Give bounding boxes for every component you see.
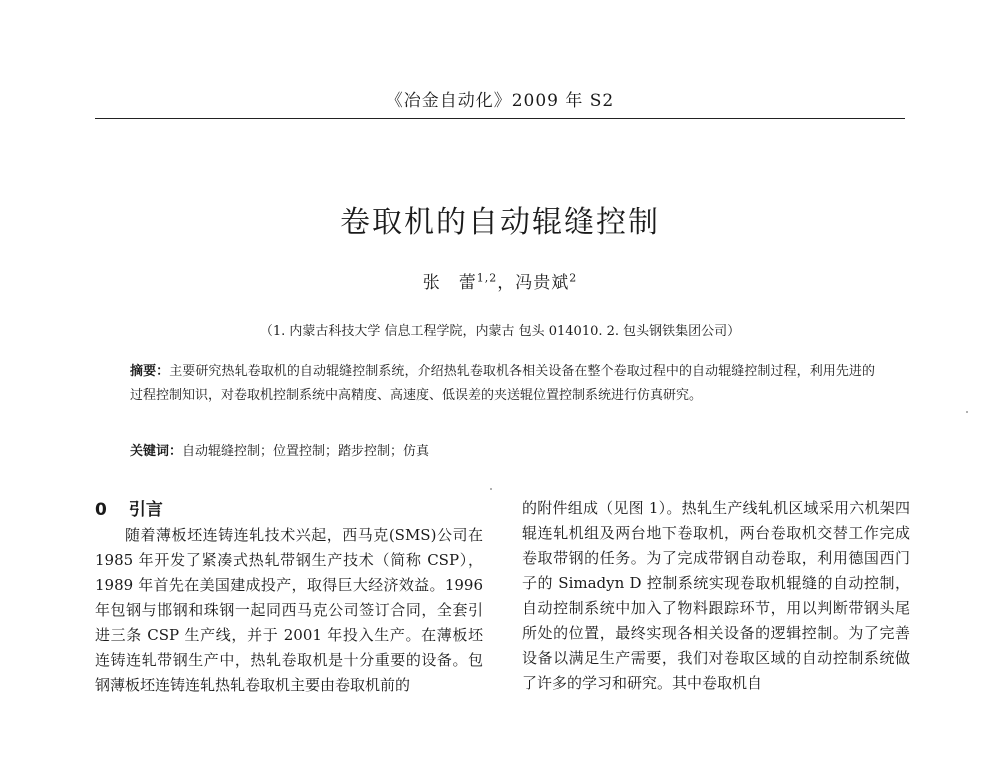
body-paragraph-left: 随着薄板坯连铸连轧技术兴起，西马克(SMS)公司在 1985 年开发了紧凑式热轧带钢生产技术（简称 CSP），1989 年首先在美国建成投产，取得巨大经济效益。1996 年包钢与邯钢和珠钢一起同西马克公司签订合同，全套引进三条 CSP 生产线，并于 2001 年投入生产。在薄板坯连铸连轧带钢生产中，热轧卷取机是十分重要的设备。包钢薄板坯连铸连轧热轧卷取机主要由卷取机前的 [95,526,483,694]
abstract [130,360,875,408]
header-rule [95,118,905,119]
author-1-affiliation: 1,2 [476,271,498,285]
section-number: 0 [95,500,107,520]
section-title: 引言 [128,500,163,520]
keywords-label: 关键词： [130,444,183,459]
keywords [130,440,875,464]
journal-header: 《冶金自动化》2009 年 S2 [385,91,615,111]
author-separator: ， [497,273,516,293]
scan-speck [490,488,492,490]
abstract-text: 主要研究热轧卷取机的自动辊缝控制系统，介绍热轧卷取机各相关设备在整个卷取过程中的自动辊缝控制过程，利用先进的过程控制知识，对卷取机控制系统中高精度、高速度、低误差的夹送辊位置控制系统进行仿真研究。 [130,364,875,403]
scan-speck [966,411,968,413]
body-column-left [95,523,483,760]
section-heading [95,495,163,520]
body-paragraph-right: 的附件组成（见图 1）。热轧生产线轧机区域采用六机架四辊连轧机组及两台地下卷取机，两台卷取机交替工作完成卷取带钢的任务。为了完成带钢自动卷取，利用德国西门子的 Simadyn D 控制系统实现卷取机辊缝的自动控制，自动控制系统中加入了物料跟踪环节，用以判断带钢头尾所处的位置，最终实现各相关设备的逻辑控制。为了完善设备以满足生产需要，我们对卷取区域的自动控制系统做了许多的学习和研究。其中卷取机自 [522,499,910,692]
affiliation: （1. 内蒙古科技大学 信息工程学院，内蒙古 包头 014010. 2. 包头钢铁集团公司） [259,324,741,339]
keywords-text: 自动辊缝控制；位置控制；踏步控制；仿真 [182,444,430,459]
paper-title: 卷取机的自动辊缝控制 [340,205,660,240]
author-2-affiliation: 2 [569,271,578,285]
author-2: 冯贵斌 [515,273,570,293]
abstract-label: 摘要： [130,364,170,379]
authors [0,268,1000,293]
body-column-right [522,496,910,760]
author-1: 张 蕾 [422,273,477,293]
